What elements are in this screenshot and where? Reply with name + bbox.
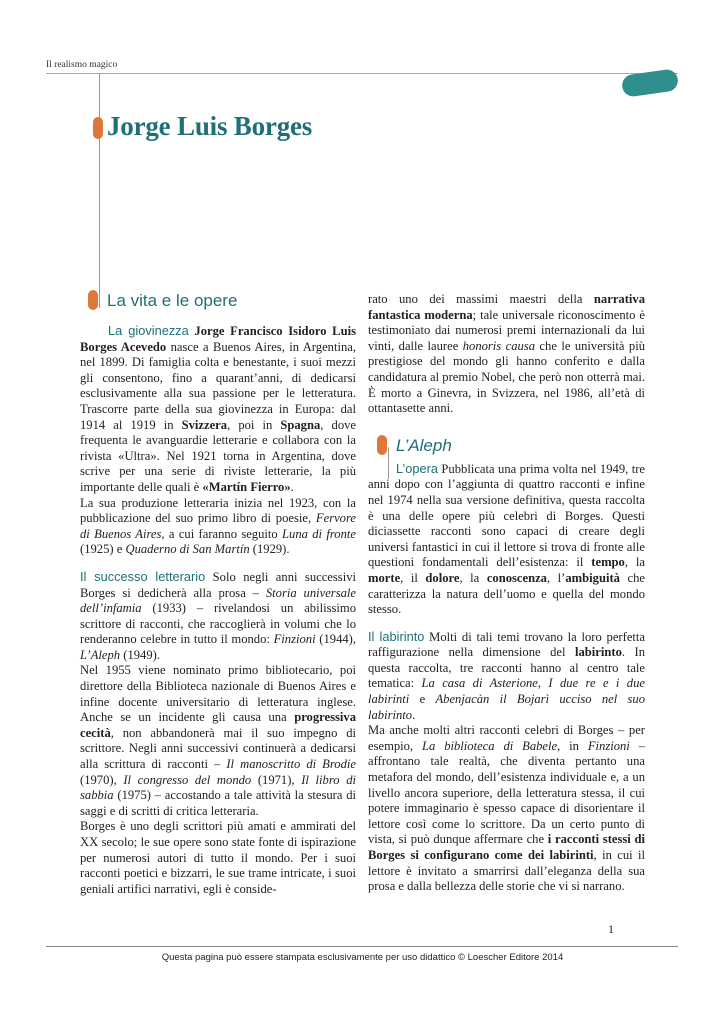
text-run: Nel 1955 viene nominato primo bibliotecario, poi direttore della Biblioteca nazionale di Buenos Aires e infine docente universitario di letteratura inglese. Anche se un incidente gli causa una (80, 663, 356, 725)
italic-title: La casa di Asterione (421, 676, 538, 691)
bold-text: narrativa fantastica moderna (368, 292, 645, 322)
paragraph-successo (80, 569, 356, 664)
text-run: (1944), (315, 632, 357, 647)
bold-text: conoscenza (486, 570, 547, 585)
text-run: , (537, 676, 549, 691)
text-run: e (409, 692, 436, 707)
right-column (368, 292, 645, 895)
paragraph-fama (80, 819, 356, 897)
title-rule (99, 73, 100, 288)
text-run: , a cui faranno seguito (161, 526, 283, 541)
text-run: . (412, 707, 416, 722)
text-run: , in cui il lettore è invitato a smarrirsi dall’eleganza della sua prosa e dalla bellezza delle storie che vi si narrano. (368, 848, 645, 894)
bold-text: labirinto (574, 645, 622, 660)
paragraph-gap (368, 618, 645, 629)
text-run: , poi in (227, 417, 281, 432)
text-run: Pubblicata una prima volta nel 1949, tre anni dopo con l’aggiunta di quattro racconti e infine nel 1974 nella sua versione definitiva, questa raccolta è una delle opere più celebri di Borges. Questi diciassette racconti sono capaci di creare degli universi fantastici in cui il lettore si trova di fronte alle questioni fondamentali dell’esistenza: il (368, 461, 645, 570)
bold-text: progressiva cecità (80, 710, 356, 740)
bold-text: Spagna (280, 417, 321, 432)
title-marker (93, 117, 103, 139)
page-title: Jorge Luis Borges (107, 111, 313, 141)
text-run: , l’ (546, 570, 566, 585)
text-run: , la (624, 555, 646, 570)
text-run: rato uno dei massimi maestri della (368, 292, 594, 306)
italic-title: I due re e i due labirinti (368, 676, 645, 707)
text-run: che le università più prestigiose del mondo gli hanno conferito e dalla candidatura al premio Nobel, che però non otterrà mai. È morto a Ginevra, in Svizzera, nel 1986, all’età di ottantasette anni. (368, 338, 645, 416)
italic-title: Finzioni (587, 738, 630, 753)
text-run: , la (459, 570, 487, 585)
running-head: Il realismo magico (46, 60, 118, 70)
bold-text: Jorge Francisco Isidoro Luis Borges Acevedo (80, 324, 356, 354)
italic-title: Il congresso del mondo (123, 772, 252, 787)
section-heading-aleph: L’Aleph (396, 436, 452, 455)
paragraph-fama-continued (368, 292, 645, 417)
italic-title: Finzioni (273, 632, 316, 647)
bold-text: tempo (591, 555, 625, 570)
text-run: La sua produzione letteraria inizia nel 1923, con la pubblicazione del suo primo libro di poesie, (80, 495, 356, 526)
text-run: (1925) e (80, 542, 126, 557)
text-run: Molti di tali temi trovano la loro perfetta raffigurazione nella dimensione del (368, 629, 645, 660)
paragraph-labirinto (368, 629, 645, 724)
italic-title: Fervore di Buenos Aires (80, 511, 356, 541)
bold-text: «Martín Fierro» (202, 479, 291, 494)
paragraph-lead: Il labirinto (368, 628, 425, 644)
paragraph-labirinto-2 (368, 723, 645, 895)
text-run: nasce a Buenos Aires, in Argentina, nel 1899. Di famiglia colta e benestante, i suoi mezzi gli consentono, fino a quarant’anni, di dedicarsi esclusivamente alla sua passione per le letteratura. Trascorre parte della sua giovinezza in Europa: dal 1914 al 1919 in (80, 339, 356, 432)
header-rule (46, 73, 678, 74)
paragraph-lead: La giovinezza (108, 323, 189, 338)
heading-spacer (368, 417, 645, 461)
text-run: (1933) – rivelandosi un abilissimo scrittore di racconti, che raccoglierà in volumi che lo renderanno celebre in tutto il mondo: (80, 601, 356, 647)
italic-title: Luna di fronte (282, 526, 356, 541)
text-run: (1929). (249, 542, 290, 557)
text-run: . In questa raccolta, tre racconti hanno al centro tale tematica: (368, 645, 646, 691)
text-run: Ma anche molti altri racconti celebri di Borges – per esempio, (368, 723, 645, 753)
italic-title: Il libro di sabbia (80, 772, 356, 803)
paragraph-produzione (80, 496, 356, 558)
text-run: , il (400, 570, 426, 585)
section-marker (88, 290, 98, 310)
italic-title: Quaderno di San Martín (125, 542, 250, 557)
text-run: , non abbandonerà mai il suo impegno di scrittore. Negli anni successivi continuerà a dedicarsi alla scrittura di racconti – (80, 725, 356, 772)
left-column (80, 323, 356, 897)
section-rule (99, 278, 100, 308)
paragraph-lead: L’opera (396, 460, 438, 476)
text-run: Solo negli anni successivi Borges si dedicherà alla prosa – (80, 569, 356, 600)
bold-text: i racconti stessi di Borges si configurano come dei labirinti (368, 832, 645, 862)
bold-text: ambiguità (565, 570, 620, 585)
italic-title: Abenjacàn il Bojarì ucciso nel suo labirinto (368, 692, 645, 722)
italic-title: Storia universale dell’infamia (80, 585, 356, 616)
text-run: , dove frequenta le avanguardie letterarie e collabora con la rivista «Ultra». Nel 1921 torna in Argentina, dove scrive per una serie di riviste letterarie, la più importante delle quali è (80, 417, 356, 494)
paragraph-opera (368, 461, 645, 618)
paragraph-bibliotecario (80, 663, 356, 819)
paragraph-giovinezza (80, 323, 356, 496)
footer-copyright: Questa pagina può essere stampata esclusivamente per uso didattico © Loescher Editore 2014 (161, 952, 564, 963)
text-run: (1949). (120, 647, 160, 662)
italic-title: Il manoscritto di Brodie (226, 757, 356, 772)
bold-text: Svizzera (181, 417, 228, 432)
text-run: – affrontano tale realtà, che diventa pertanto una metafora del mondo, dell’esistenza individuale e, a un livello ancora superiore, della letteratura stessa, il cui potere immaginario è spesso capace di disorientare il lettore così come lo scrittore. Da un certo punto di vista, si può dunque affermare che (368, 738, 645, 847)
text-run: che caratterizza la natura dell’uomo e quella del mondo stesso. (368, 570, 645, 617)
text-run: . (290, 479, 294, 494)
bold-text: morte (368, 570, 401, 585)
text-run: Borges è uno degli scrittori più amati e ammirati del XX secolo; le sue opere sono state fonte di ispirazione per numerosi autori di tutto il mondo. Per i suoi racconti poetici e bizzarri, le sue trame intricate, i suoi geniali artifici narrativi, egli è conside- (80, 819, 356, 896)
page-number: 1 (608, 922, 614, 936)
bold-text: dolore (425, 570, 460, 585)
italic-title: La biblioteca di Babele (422, 738, 558, 753)
text-run: (1975) – accostando a tale attività la stesura di saggi e di scritti di critica letteraria. (80, 788, 356, 818)
italic-title: honoris causa (462, 338, 536, 353)
text-run: (1970), (80, 772, 124, 787)
text-run: (1971), (251, 772, 302, 787)
footer-rule (46, 946, 678, 947)
paragraph-lead: Il successo letterario (80, 568, 206, 584)
italic-title: L’Aleph (80, 647, 121, 662)
text-run: , in (557, 738, 588, 753)
section-heading-vita: La vita e le opere (107, 291, 238, 310)
text-run: ; tale universale riconoscimento è testimoniato dai numerosi premi internazionali da lui vinti, dalle lauree (368, 307, 645, 353)
